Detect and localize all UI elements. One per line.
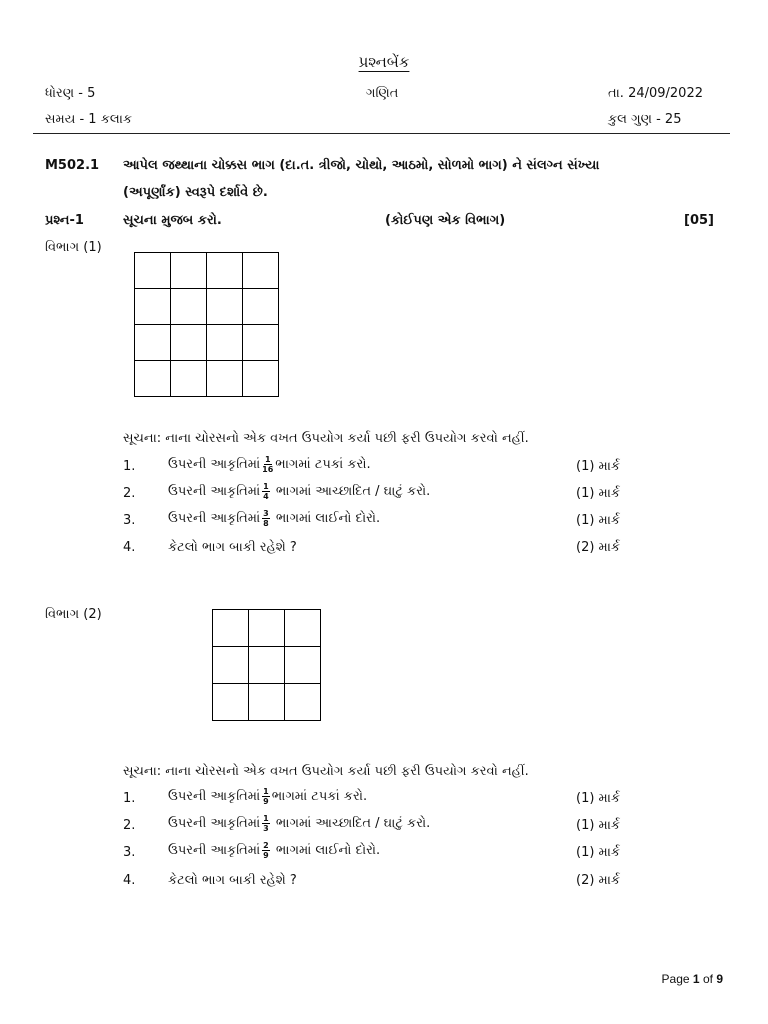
- section-1-item-2-marks: (1) માર્ક: [576, 486, 621, 501]
- time-label: સમય - 1 કલાક: [45, 112, 133, 127]
- section-2-item-1-text: ઉપરની આકૃતિમાં $\frac{1}{9}$ ભાગમાં ટપકાં કરો.: [168, 787, 368, 806]
- header-divider: [33, 133, 730, 134]
- fraction: $\frac{1}{9}$: [263, 787, 269, 806]
- section-1-item-2-text: ઉપરની આકૃતિમાં $\frac{1}{4}$ ભાગમાં આચ્છાદિત / ઘાટું કરો.: [168, 482, 431, 501]
- section-1-grid-4x4: [134, 252, 279, 397]
- section-2-item-4-marks: (2) માર્ક: [576, 873, 621, 888]
- section-1-label: વિભાગ (1): [45, 240, 102, 255]
- outcome-text-line1: આપેલ જથ્થાના ચોક્કસ ભાગ (દા.ત. ત્રીજો, ચોથો, આઠમો, સોળમો ભાગ) ને સંલગ્ન સંખ્યા: [123, 158, 600, 173]
- section-1-item-4-number: 4.: [123, 540, 136, 555]
- section-2-label: વિભાગ (2): [45, 607, 102, 622]
- section-1-item-3-number: 3.: [123, 513, 136, 528]
- outcome-code: M502.1: [45, 158, 100, 173]
- total-marks: કુલ ગુણ - 25: [608, 112, 682, 127]
- section-1-item-3-marks: (1) માર્ક: [576, 513, 621, 528]
- section-2-grid-3x3: [212, 609, 321, 721]
- exam-date: તા. 24/09/2022: [608, 86, 703, 101]
- section-1-note: સૂચના: નાના ચોરસનો એક વખત ઉપયોગ કર્યા પછી ફરી ઉપયોગ કરવો નહીં.: [123, 431, 529, 446]
- section-2-item-4-text: કેટલો ભાગ બાકી રહેશે ?: [168, 873, 297, 888]
- section-1-item-3-text: ઉપરની આકૃતિમાં $\frac{3}{8}$ ભાગમાં લાઈનો દોરો.: [168, 509, 381, 528]
- question-label: પ્રશ્ન-1: [45, 213, 84, 228]
- subject-label: ગણિત: [366, 86, 399, 101]
- section-2-item-3-marks: (1) માર્ક: [576, 845, 621, 860]
- page-number: Page 1 of 9: [661, 972, 723, 986]
- section-1-item-2-number: 2.: [123, 486, 136, 501]
- section-2-item-4-number: 4.: [123, 873, 136, 888]
- section-2-item-2-number: 2.: [123, 818, 136, 833]
- section-1-item-1-text: ઉપરની આકૃતિમાં $\frac{1}{16}$ ભાગમાં ટપકાં કરો.: [168, 455, 371, 474]
- fraction: $\frac{2}{9}$: [263, 841, 269, 860]
- section-2-item-1-number: 1.: [123, 791, 136, 806]
- standard-label: ધોરણ - 5: [45, 86, 96, 101]
- page-title: પ્રશ્નબેંક: [358, 53, 410, 71]
- section-2-item-1-marks: (1) માર્ક: [576, 791, 621, 806]
- fraction: $\frac{1}{16}$: [262, 455, 274, 474]
- section-2-note: સૂચના: નાના ચોરસનો એક વખત ઉપયોગ કર્યા પછી ફરી ઉપયોગ કરવો નહીં.: [123, 764, 529, 779]
- section-1-item-4-text: કેટલો ભાગ બાકી રહેશે ?: [168, 540, 297, 555]
- section-2-item-2-text: ઉપરની આકૃતિમાં $\frac{1}{3}$ ભાગમાં આચ્છાદિત / ઘાટું કરો.: [168, 814, 431, 833]
- fraction: $\frac{1}{4}$: [263, 482, 269, 501]
- question-instruction: સૂચના મુજબ કરો.: [123, 213, 222, 228]
- section-2-item-3-number: 3.: [123, 845, 136, 860]
- fraction: $\frac{1}{3}$: [263, 814, 269, 833]
- section-1-item-4-marks: (2) માર્ક: [576, 540, 621, 555]
- section-2-item-3-text: ઉપરની આકૃતિમાં $\frac{2}{9}$ ભાગમાં લાઈનો દોરો.: [168, 841, 381, 860]
- outcome-text-line2: (અપૂર્ણાંક) સ્વરૂપે દર્શાવે છે.: [123, 185, 268, 200]
- section-1-item-1-marks: (1) માર્ક: [576, 459, 621, 474]
- question-choice: (કોઈપણ એક વિભાગ): [385, 213, 506, 228]
- question-marks: [05]: [684, 213, 714, 228]
- section-1-item-1-number: 1.: [123, 459, 136, 474]
- fraction: $\frac{3}{8}$: [263, 509, 269, 528]
- section-2-item-2-marks: (1) માર્ક: [576, 818, 621, 833]
